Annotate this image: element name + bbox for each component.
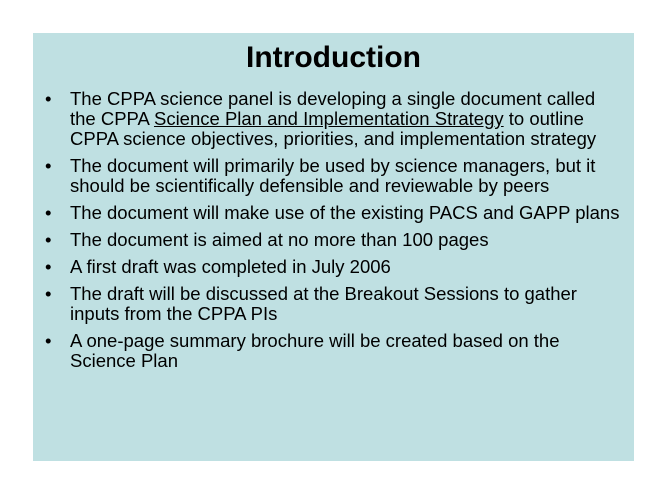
bullet-text: The document will primarily be used by science managers, but it should be scientifically defensible and reviewable by peers [70,155,596,196]
bullet-text: A first draft was completed in July 2006 [70,256,391,277]
bullet-item [33,203,634,223]
bullet-text: The document will make use of the existing PACS and GAPP plans [70,202,620,223]
document-title-underlined: Science Plan and Implementation Strategy [153,108,504,129]
slide-title: Introduction [246,41,421,74]
bullet-item [33,89,634,149]
bullet-text: A one-page summary brochure will be created based on the Science Plan [70,330,560,371]
bullet-item [33,230,634,250]
bullet-marker: • [45,202,52,223]
bullet-text: The draft will be discussed at the Breakout Sessions to gather inputs from the CPPA PIs [70,283,577,324]
bullet-item [33,257,634,277]
bullet-list [33,89,634,378]
bullet-marker: • [45,155,52,176]
bullet-marker: • [45,229,52,250]
bullet-item [33,331,634,371]
bullet-marker: • [45,88,52,109]
bullet-text: The CPPA science panel is developing a single document called the CPPA [70,88,596,129]
bullet-text: The document is aimed at no more than 100 pages [70,229,489,250]
bullet-marker: • [45,283,52,304]
content-panel [33,33,634,461]
bullet-marker: • [45,256,52,277]
bullet-item [33,284,634,324]
bullet-item [33,156,634,196]
bullet-marker: • [45,330,52,351]
bullet-text: to outline CPPA science objectives, priorities, and implementation strategy [70,108,597,149]
